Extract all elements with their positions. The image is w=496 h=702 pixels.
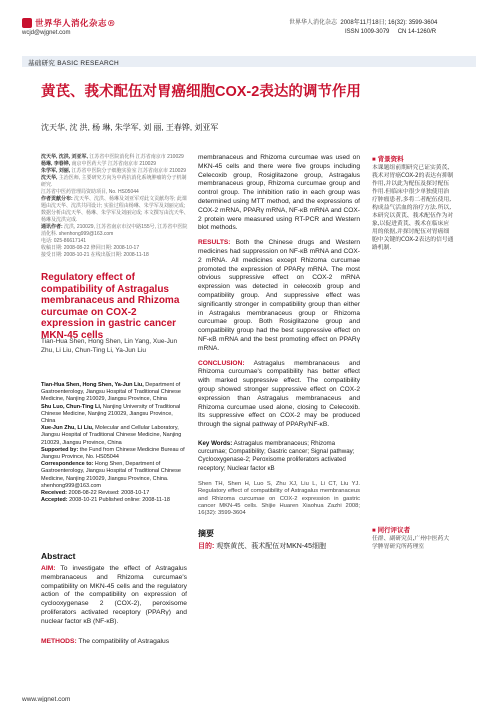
affiliation-en: Xue-Jun Zhu, Li Liu, Molecular and Cellular Laboratory, Jiangsu Hospital of Traditional Chinese Medicine, Nanjing 210029, Jiangsu Province, China	[41, 425, 182, 446]
affiliations-chinese	[41, 154, 191, 259]
abstract-aim: AIM: To investigate the effect of Astragalus membranaceus and Rhizoma curcumae's compatibility on MKN-45 cells and the regulatory action of the compatibility on expression of cyclooxygenase 2 (COX-2), peroxisome proliferators activated receptory (PPARγ) and nuclear factor κB (NF-κB).	[41, 565, 187, 625]
sidebar-reviewer	[372, 525, 454, 551]
affiliation-cn: 朱学军, 刘丽, 江苏省中医院分子细胞实验室 江苏省南京市 210029	[41, 168, 187, 174]
abstract-conclusion: CONCLUSION: Astragalus membranaceus and Rhizoma curcumae's compatibility has better effect with marked suppressive effect. The compatibility group showed stronger suppressive effect on COX-2 expression than Astragalus membranaceus and Rhizoma curcumae used alone, closing to Celecoxib. Its suppressive effect on COX-2 may be produced through the signal pathway of PPARγ/NF-κB.	[198, 359, 360, 429]
affiliation-cn: 江苏省中医药管理局资助项目, No. HS05044	[41, 189, 139, 195]
sidebar-text: 任群、副研究员,广州中医药大学脾胃研究所药理室	[372, 536, 450, 550]
title-chinese: 黄芪、莪术配伍对胃癌细胞COX-2表达的调节作用	[41, 84, 361, 100]
section-label: 基础研究 BASIC RESEARCH	[28, 60, 119, 67]
logo-text: 世界华人消化杂志®	[35, 19, 117, 29]
issn: ISSN 1009-3079	[345, 29, 390, 35]
affiliation-cn: 沈天华, 沈洪, 刘亚军, 江苏省中医院消化科 江苏省南京市 210029	[41, 154, 184, 160]
citation: Shen TH, Shen H, Luo S, Zhu XJ, Liu L, Li CT, Liu YJ. Regulatory effect of compatibility of Astragalus membranaceus and Rhizoma curcumae on COX-2 expression in gastric cancer MKN-45 cells. Shijie Huaren Xiaohua Zazhi 2008; 16(32): 3599-3604	[198, 480, 360, 517]
title-english: Regulatory effect of compatibility of Astragalus membranaceus and Rhizoma curcumae on COX-2 expression in gastric cancer MKN-45 cells	[41, 272, 180, 341]
affiliation-en: Correspondence to: Hong Shen, Department of Gastroenterology, Jiangsu Hospital of Traditional Chinese Medicine, Nanjing 210029, Jiangsu Province, China. shenhong999@163.com	[41, 461, 181, 489]
abstract-cn-heading: 摘要	[198, 528, 214, 538]
logo-mark-icon	[22, 18, 32, 28]
affiliation-en: Supported by: the Fund from Chinese Medicine Bureau of Jiangsu Province, No. HS05044	[41, 446, 185, 461]
keywords: Key Words: Astragalus membranaceus; Rhizoma curcumae; Compatibility; Gastric cancer; Signal pathway; Cyclooxygenase-2; Peroxisome proliferators activated receptory; Nuclear factor κB	[198, 439, 355, 472]
section-banner	[22, 56, 476, 67]
affiliation-cn: 通讯作者: 沈洪, 210029, 江苏省南京市汉中路155号, 江苏省中医院消化科. shenhong999@163.com	[41, 224, 188, 237]
affiliation-cn: 作者贡献分布: 沈天华、沈洪、杨琳及刘亚军对此文贡献均等; 此课题由沈天华、沈洪共同设计; 实验过程由杨琳、朱学军及刘丽完成; 数据分析由沈天华、杨琳、朱学军及刘丽完成; 本文撰写由沈天华、杨琳及沈洪完成.	[41, 196, 189, 223]
journal-name: 世界华人消化杂志	[289, 20, 338, 26]
sidebar-background	[372, 154, 454, 252]
affiliation-en: Shu Luo, Chun-Ting Li, Nanjing University of Traditional Chinese Medicine, Nanjing 210029, Jiangsu Province, China	[41, 403, 181, 425]
issue-info: 2008年11月18日; 16(32): 3599-3604	[340, 20, 438, 26]
affiliation-en: Received: 2008-08-22 Revised: 2008-10-17	[41, 490, 150, 497]
cn-number: CN 14-1260/R	[397, 29, 437, 35]
sidebar-text: 本课题组前期研究已证实黄芪、莪术对胃癌COX-2的表达有抑制作用,并以此为配伍及探讨配伍作用.但临床中很少单独使用治疗肿瘤患者,多将二者配伍使用,构成益气活血的治疗方法.所以,本研究以黄芪、莪术配伍作为对象,以促进黄芪、莪术在临床应用的依据,并探讨配伍对胃癌细胞中关键的COX-2表达的信号通路机制.	[372, 165, 454, 251]
affiliation-cn: 收稿日期: 2008-08-22 修回日期: 2008-10-17	[41, 245, 140, 251]
sidebar-heading: ■ 背景资料	[372, 154, 454, 163]
affiliation-cn: 沈天华, 主治医师, 主要研究方向为中药抗消化系统肿瘤的分子机制研究.	[41, 175, 187, 188]
affiliation-cn: 杨琳, 李春铧, 南京中医药大学 江苏省南京市 210029	[41, 161, 157, 167]
affiliation-cn: 接受日期: 2008-10-21 在线出版日期: 2008-11-18	[41, 252, 149, 258]
abstract-heading: Abstract	[41, 551, 76, 561]
abstract-cn-aim: 目的: 观察黄芪、莪术配伍对MKN-45细胞	[198, 542, 326, 550]
affiliation-cn: 电话: 025-86617141	[41, 238, 87, 244]
journal-info	[289, 19, 479, 37]
authors-chinese: 沈天华, 沈 洪, 杨 琳, 朱学军, 刘 丽, 王春铧, 刘亚军	[41, 123, 219, 132]
footer-url[interactable]: www.wjgnet.com	[22, 696, 71, 702]
methods-continued: membranaceus and Rhizoma curcumae was used on MKN-45 cells and there were five groups including Celecoxib group, Rosiglitazone group, Astragalus membranaceus group, Rhizoma curcumae group and control group. The inhibition ratio in each group was determined using MTT method, and the expressions of COX-2 mRNA, PPARγ mRNA, NF-κB mRNA and COX-2 protein were measured using RT-PCR and Western blot methods.	[198, 154, 360, 232]
authors-english: Tian-Hua Shen, Hong Shen, Lin Yang, Xue-Jun Zhu, Li Liu, Chun-Ting Li, Ya-Jun Liu	[41, 338, 178, 354]
abstract-column-2	[198, 154, 360, 551]
affiliations-english	[41, 382, 186, 504]
sidebar-heading: ■ 同行评议者	[372, 525, 454, 534]
affiliation-en: Accepted: 2008-10-21 Published online: 2008-11-18	[41, 497, 170, 504]
page-header	[0, 0, 496, 56]
logo-email[interactable]: wcjd@wjgnet.com	[22, 30, 71, 36]
abstract-methods: METHODS: The compatibility of Astragalus	[41, 638, 170, 645]
affiliation-en: Tian-Hua Shen, Hong Shen, Ya-Jun Liu, Department of Gastroenterology, Jiangsu Hospital of Traditional Chinese Medicine, Nanjing 210029, Jiangsu Province, China	[41, 382, 181, 403]
abstract-results: RESULTS: Both the Chinese drugs and Western medicines had suppression on NF-κB mRNA and COX-2 mRNA. All medicines except Rhizoma curcumae promoted the expression of PPARγ mRNA. The most obvious suppressive effect on COX-2 mRNA expression was detected in celecoxib group and compatibility group. And suppressive effect was significantly stronger in compatibility group than either in Astragalus membranaceus group or Rhizoma curcumae group. Both Rosiglitazone group and compatibility group had the best suppressive effect on NF-κB mRNA and the best promoting effect on PPARγ mRNA.	[198, 239, 360, 352]
